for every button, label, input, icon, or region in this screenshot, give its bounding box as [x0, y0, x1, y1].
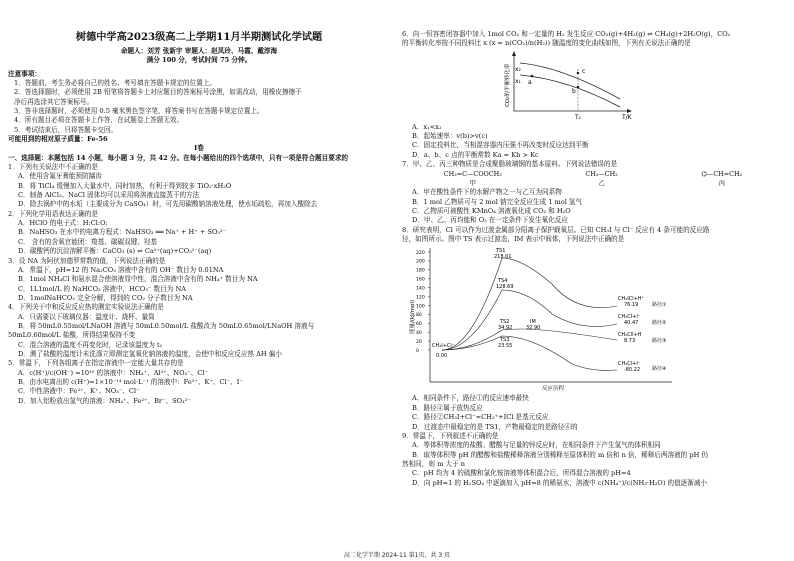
level-p4: CH₃Cl+I⁻: [618, 361, 641, 368]
q8-ytick-label: 200: [416, 260, 425, 266]
q8-energy-diagram: [402, 244, 784, 394]
question-line: A．只需要以下玻璃仪器：温度计、烧杯、量筒: [18, 312, 155, 321]
path-label-3: 路径③: [652, 338, 667, 345]
question-line: C．路径②CH₃I+Cl⁻=CH₃⁺+ICl 是基元反应: [412, 413, 549, 422]
question-line: B．取等体积等 pH 的醋酸和盐酸稀释溶液分别稀释至原体积的 m 倍和 n 倍，稀释后两溶液的 pH 仍: [412, 450, 709, 459]
level-reactant-value: 0.00: [436, 353, 448, 360]
question-line: 5．常温下，下列各组离子在指定溶液中一定能大量共存的是: [8, 359, 184, 368]
question-line: 9．常温下，下列叙述不正确的是: [402, 431, 499, 440]
q8-yticks: [416, 250, 430, 354]
question-line: A．c(H⁺)/c(OH⁻) =10¹⁰ 的溶液中：NH₄⁺、Al³⁺、NO₃⁻、Cl⁻: [18, 368, 208, 377]
q8-ytick-label: 80: [416, 313, 422, 319]
right-column: [402, 0, 784, 548]
question-line: D．加入铝粉放出氢气的溶液：NH₄⁺、Fe²⁺、Br⁻、SO₄²⁻: [18, 396, 191, 405]
authors: 命题人：刘芳 张新宇 审题人：赵凤玲、马霞、戴淳海: [120, 47, 278, 55]
struct-bing: ⌬—CH=CH₂ 丙: [701, 170, 743, 188]
question-line: C．固定投料比，当相混容器内压强不再改变时反应达到平衡: [412, 141, 589, 150]
notice-list: [8, 79, 390, 135]
question-line: A．甲在酸性条件下的水解产物之一与乙互为同系物: [412, 188, 562, 197]
q8-ytick-label: 220: [416, 251, 425, 257]
question-line: B．起始速率：v(b)>v(c): [412, 132, 488, 141]
notice-item: 净后再选涂其它答案标号。: [14, 97, 94, 106]
point-a: a: [528, 78, 532, 86]
level-reactant: CH₃I+Cl⁻: [432, 343, 455, 350]
question-line: C．中性溶液中：Fe³⁺、K⁺、NO₃⁻、Cl⁻: [18, 387, 140, 396]
question-line: C．pH 均为 4 的硫酸和氯化铵溶液等体积混合后，所得混合溶液的 pH=4: [412, 469, 631, 478]
question-line: 然相同，则 m 大于 n: [402, 459, 465, 468]
path-label-2: 路径②: [652, 320, 667, 327]
point-b: b: [572, 87, 576, 95]
question-line: B．路径④属于放热反应: [412, 403, 483, 412]
notice-item: 3．答非选择题时，必须使用 0.5 毫米黑色签字笔，将答案书写在答题卡规定位置上。: [14, 107, 264, 116]
level-im: IM: [530, 319, 536, 326]
level-ts2: TS2: [500, 319, 510, 326]
question-line: B．将 TiCl₄ 缓慢加入大量水中，同时加热，有利于得到较多 TiO₂·xH₂O: [18, 181, 232, 190]
question-line: B．将 50mL0.55mol/LNaOH 溶液与 50mL0.50mol/L 盐酸改为 50mL0.65mol/LNaOH 溶液与: [18, 321, 315, 330]
q8-ytick-label: 20: [416, 340, 422, 346]
q8-ytick-label: 180: [416, 269, 425, 275]
question-line: C．混合溶液的温度不再变化时，记录该温度为 t₂: [18, 340, 163, 349]
tick-T1: T₁: [575, 113, 582, 121]
q8-figure: [402, 244, 784, 394]
score-time: 满分 100 分，考试时间 75 分钟。: [146, 56, 252, 65]
part1-intro: 一、选择题：本题包括 14 小题，每小题 3 分，共 42 分。在每小题给出的四个选项中，只有一项是符合题目要求的: [8, 153, 349, 162]
notice-item: 5．考试结束后，只将答题卡交回。: [14, 125, 118, 134]
q8-ytick-label: 120: [416, 295, 425, 301]
q8-ytick-label: 140: [416, 286, 425, 292]
notice-item: 4．所有题目必须在答题卡上作答，在试题卷上答题无效。: [14, 116, 184, 125]
question-line: C．乙物质可被酸性 KMnO₄ 溶液氧化成 CO₂ 和 H₂O: [412, 207, 571, 216]
question-line: 8．研究表明，Cl 可以作为过渡金属部分阳离子保护载氧层。已知 CH₃I 与 Cl⁻ 反应有 4 条可能的反应路: [402, 225, 710, 234]
level-ts4-value: 128.69: [496, 284, 514, 291]
q6-xlabel: T/K: [622, 113, 632, 121]
q8-ytick-label: 0: [416, 349, 419, 355]
q6-text-line: 的平衡转化率按不同投料比 x (x = n(CO₂)/n(H₂)) 随温度的变化曲线如图，下列有关说法正确的是: [402, 39, 691, 48]
question-line: D．向 pH=1 的 H₂SO₄ 中逐滴加入 pH=8 的稀氨水，溶液中 c(NH₄⁺)/c(NH₃·H₂O) 的值逐渐减小: [412, 478, 708, 487]
page-footer: 高二化学半期 2024-11 第1页，共 3 页: [343, 552, 451, 559]
level-p2-value: 40.47: [624, 320, 639, 327]
q6-figure: [402, 49, 784, 123]
question-list-left: [8, 163, 390, 406]
question-line: D．1molNaHCO₃ 完全分解，得到的 CO₂ 分子数目为 NA: [18, 293, 193, 302]
path-label-4: 路径④: [652, 366, 667, 373]
level-im-value: 32.90: [526, 325, 541, 332]
question-line: D．除去锅炉中的水垢（主要成分为 CaSO₄）时，可先用碳酸钠溶液处理，使水垢疏松，再加入酸除去: [18, 200, 318, 209]
question-line: 4．下列关于中和反应反应热的测定实验说法正确的是: [8, 303, 164, 312]
q6-text-line: 6．向一恒容密闭容器中加入 1mol CO₂ 和一定量的 H₂ 发生反应 CO₂(g)+4H₂(g) ⇌ CH₄(g)+2H₂O(g)，CO₂: [402, 30, 731, 38]
level-p3-value: 8.73: [624, 338, 636, 345]
level-p1: CH₃ICl+H⁺: [618, 296, 645, 303]
question-line: C．制备 AlCl₃、NaCl 固体均可以采用将溶液直接蒸干的方法: [18, 191, 200, 200]
question-6: [402, 30, 784, 49]
notice-item: 1．答题前，考生务必将自己的姓名、考号填在答题卡规定的位置上。: [14, 79, 217, 88]
question-line: 2．下列化学用语表达正确的是: [8, 209, 98, 218]
question-line: B．1mol NH₄Cl 和氨水混合使溶液显中性，混合溶液中含有的 NH₄⁺ 数目为 NA: [18, 275, 258, 284]
section-title: Ⅰ卷: [194, 144, 204, 153]
level-p2: CH₃Cl+I⁻: [618, 314, 641, 321]
question-line: C．1L1mol/L 的 NaHCO₃ 溶液中，HCO₃⁻ 数目为 NA: [18, 284, 186, 293]
q8-options-q9: [402, 394, 784, 487]
question-line: D．过渡态中最稳定的是 TS1，产物最稳定的是路径④的: [412, 422, 578, 431]
path-4: [442, 336, 617, 370]
level-ts2-value: 34.92: [498, 325, 513, 332]
path-label-1: 路径①: [652, 302, 667, 309]
struct-yi: CH₂—CH₂ 乙: [585, 170, 618, 188]
q8-xlabel: 反应历程: [542, 386, 565, 393]
question-line: D．碳酸钙的沉淀溶解平衡：CaCO₃ (s) ⇌ Ca²⁺(aq)+CO₃²⁻(aq): [18, 247, 212, 256]
question-line: 50mL0.60mol/L 盐酸，所得结果保持不变: [8, 331, 136, 340]
question-line: B．由水电离出的 c(H⁺)=1×10⁻¹⁴ mol·L⁻¹ 的溶液中：Fe²⁺、K⁺、Cl⁻、I⁻: [18, 377, 243, 386]
question-line: B．1 mol 乙物质可与 2 mol 钠完全反应生成 1 mol 氢气: [412, 197, 583, 206]
left-column: [8, 0, 390, 548]
level-p4-value: -80.22: [624, 367, 641, 374]
question-line: C． 含有的含氧官能团：羧基、碳碳双键、羟基: [18, 237, 158, 246]
level-p3: CH₂ClI+H: [618, 332, 642, 339]
q7-options-q8: [402, 188, 784, 244]
q8-ytick-label: 40: [416, 331, 422, 337]
level-ts3: TS3: [500, 337, 510, 344]
q8-ytick-label: 60: [416, 322, 422, 328]
level-ts1-value: 218.01: [494, 254, 512, 261]
q6-options-q7: [402, 123, 784, 170]
question-line: A．等体积等浓度的盐酸、醋酸与足量的锌反应时，在相同条件下产生氢气的体积相同: [412, 441, 661, 450]
point-c: c: [582, 67, 586, 75]
q7-structures: [402, 170, 784, 188]
question-line: A．使用含氟牙膏能预防龋齿: [18, 172, 102, 181]
curve-label-x2: x₂: [515, 65, 521, 73]
level-ts4: TS4: [498, 278, 508, 285]
level-p1-value: 76.19: [624, 302, 639, 309]
q8-ylabel: 能量/(kJ/mol): [410, 300, 416, 335]
question-line: D．甲、乙、丙均能和 O₂ 在一定条件下发生氧化反应: [412, 216, 568, 225]
q6-graph: [402, 49, 784, 123]
exam-title: 树德中学高2023级高二上学期11月半期测试化学试题: [75, 31, 323, 43]
question-line: 径，如图所示。图中 TS 表示过渡态，IM 表示中间体，下列说法中正确的是: [402, 235, 625, 244]
q8-ytick-label: 100: [416, 304, 425, 310]
question-line: A．相同条件下，路径①的反应速率最快: [412, 394, 529, 403]
q8-ytick-label: 160: [416, 277, 425, 283]
question-line: D．a、b、c 点的平衡常数 Ka = Kb > Kc: [412, 150, 539, 159]
question-line: A．x₁<x₂: [412, 122, 442, 131]
notice-heading: 注意事项：: [8, 69, 41, 78]
notice-item: 2．答选择题时，必须使用 2B 铅笔将答题卡上对应题目的答案标号涂黑，如需改动，用橡皮擦擦干: [14, 88, 302, 97]
question-line: D．测了盐酸的温度计未洗涤立即测定氢氧化钠溶液的温度，会使中和反应反应热 ΔH 偏小: [18, 349, 282, 358]
level-ts1: TS1: [496, 248, 506, 255]
question-line: A．HClO 的电子式：H:Cl:O:: [18, 219, 108, 228]
struct-jia: CH₂=C—COOCH₃ 甲: [443, 170, 502, 188]
curve-x2: [520, 63, 620, 99]
question-line: 1．下列有关说法中不正确的是: [8, 163, 98, 172]
question-line: 7．甲、乙、丙三种物质是合成聚脂玻璃钢的基本原料。下列说法错误的是: [402, 160, 618, 169]
question-line: 3．设 NA 为阿伏加德罗常数的值，下列说法正确的是: [8, 256, 166, 265]
atomic-mass: 可能用到的相对原子质量：Fe-56: [8, 135, 108, 144]
question-line: B．NaHSO₃ 在水中的电离方程式：NaHSO₃ ══ Na⁺ + H⁺ + SO₃²⁻: [18, 228, 227, 237]
curve-label-x1: x₁: [515, 77, 521, 85]
level-ts3-value: 23.55: [498, 343, 513, 350]
q6-ylabel: CO₂的平衡转化率: [505, 63, 511, 107]
question-line: A．常温下，pH=12 的 Na₂CO₃ 溶液中含有的 OH⁻ 数目为 0.01NA: [18, 265, 224, 274]
